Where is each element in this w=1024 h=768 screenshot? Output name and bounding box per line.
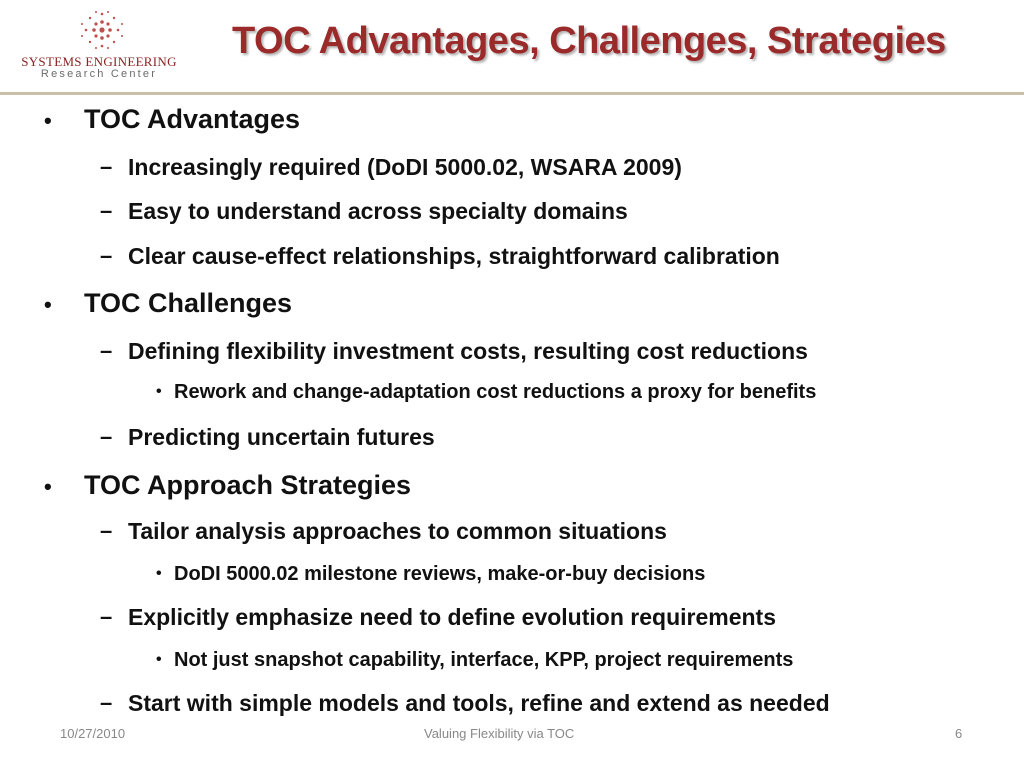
- bullet-level2: Easy to understand across specialty domains: [128, 198, 628, 224]
- dash-marker: –: [100, 154, 113, 179]
- bullet-marker-small: •: [156, 565, 162, 582]
- bullet-marker: •: [44, 108, 52, 133]
- bullet-marker: •: [44, 292, 52, 317]
- dash-marker: –: [100, 338, 113, 363]
- bullet-marker: •: [44, 474, 52, 499]
- bullet-level2: Start with simple models and tools, refine and extend as needed: [128, 690, 830, 716]
- dash-marker: –: [100, 690, 113, 715]
- serc-logo: [8, 8, 190, 78]
- bullet-level3: DoDI 5000.02 milestone reviews, make-or-buy decisions: [174, 563, 706, 585]
- dash-marker: –: [100, 604, 113, 629]
- bullet-level2: Tailor analysis approaches to common situations: [128, 518, 667, 544]
- bullet-level2: Increasingly required (DoDI 5000.02, WSARA 2009): [128, 154, 682, 180]
- bullet-level2: Defining flexibility investment costs, resulting cost reductions: [128, 338, 808, 364]
- starburst-icon: [78, 8, 126, 52]
- header-divider: [0, 92, 1024, 95]
- footer-title: Valuing Flexibility via TOC: [424, 726, 575, 741]
- dash-marker: –: [100, 424, 113, 449]
- bullet-level3: Rework and change-adaptation cost reductions a proxy for benefits: [174, 381, 817, 403]
- dash-marker: –: [100, 243, 113, 268]
- dash-marker: –: [100, 518, 113, 543]
- bullet-level3: Not just snapshot capability, interface, KPP, project requirements: [174, 649, 794, 671]
- dash-marker: –: [100, 198, 113, 223]
- slide-title: TOC Advantages, Challenges, Strategies: [232, 20, 946, 62]
- bullet-level1: TOC Approach Strategies: [84, 470, 412, 500]
- page-number: 6: [955, 726, 963, 741]
- bullet-level2: Clear cause-effect relationships, straightforward calibration: [128, 243, 780, 269]
- bullet-level2: Explicitly emphasize need to define evolution requirements: [128, 604, 776, 630]
- bullet-level1: TOC Advantages: [84, 104, 301, 134]
- slide-header: [0, 0, 1024, 96]
- bullet-level2: Predicting uncertain futures: [128, 424, 435, 450]
- bullet-marker-small: •: [156, 383, 162, 400]
- bullet-marker-small: •: [156, 651, 162, 668]
- logo-text-secondary: Research Center: [40, 68, 158, 80]
- footer-date: 10/27/2010: [60, 726, 126, 741]
- logo-text-primary: SYSTEMS ENGINEERING: [21, 54, 177, 69]
- bullet-level1: TOC Challenges: [84, 288, 293, 318]
